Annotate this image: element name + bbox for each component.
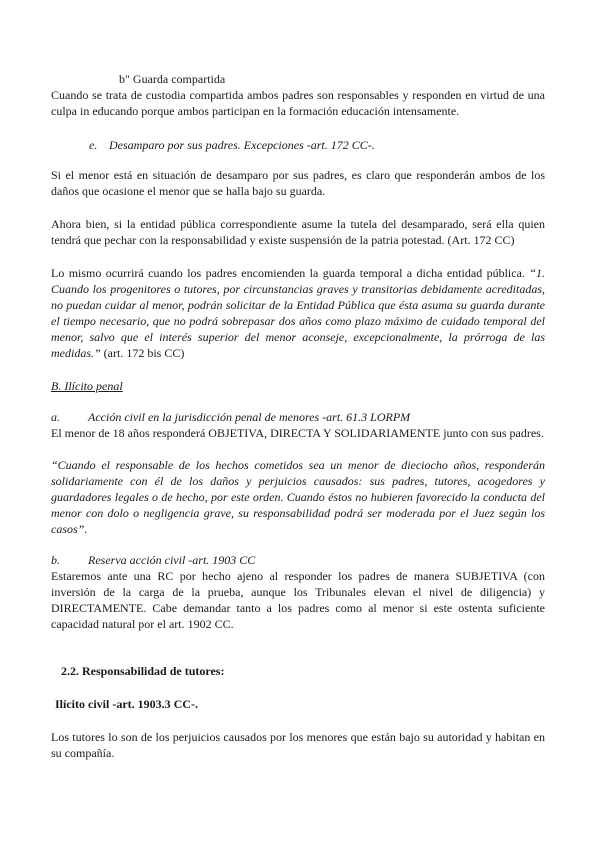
desamparo-marker: e. bbox=[89, 138, 98, 152]
desamparo-paragraph-1: Si el menor está en situación de desamparo por sus padres, es claro que responderán ambos de los daños que ocasione el menor que se halla bajo su guarda. bbox=[51, 168, 545, 198]
desamparo-p3-quote: “1. Cuando los progenitores o tutores, por circunstancias graves y transitorias debidamente acreditadas, no puedan cuidar al menor, podrán solicitar de la Entidad Pública que ésta asuma su guarda durante el tiempo necesario, que no podrá sobrepasar dos años como plazo máximo de cuidado temporal del menor, salvo que el interés superior del menor aconseje, excepcionalmente, la prórroga de las medidas.” bbox=[51, 266, 545, 360]
reserva-accion-text: Estaremos ante una RC por hecho ajeno al responder los padres de manera SUBJETIVA (con inversión de la carga de la prueba, aunque los Tribunales elevan el nivel de diligencia) y DIRECTAMENTE. Cabe demandar tanto a los padres como al menor si este ostenta suficiente capacidad natural por el art. 1902 CC. bbox=[51, 569, 545, 631]
reserva-accion-marker: b. bbox=[51, 553, 60, 567]
reserva-accion-heading: Reserva acción civil -art. 1903 CC bbox=[88, 553, 256, 567]
accion-civil-text: El menor de 18 años responderá OBJETIVA, DIRECTA Y SOLIDARIAMENTE junto con sus padres. bbox=[51, 426, 544, 440]
tutores-heading: 2.2. Responsabilidad de tutores: bbox=[61, 664, 225, 678]
guarda-compartida-heading: b" Guarda compartida bbox=[119, 72, 226, 86]
desamparo-paragraph-3 bbox=[51, 265, 545, 361]
accion-civil-heading-row bbox=[51, 409, 545, 425]
accion-civil-quote: “Cuando el responsable de los hechos cometidos sea un menor de dieciocho años, responderán solidariamente con él de los daños y perjuicios causados: sus padres, tutores, acogedores y guardadores legales o de hecho, por este orden. Cuando éstos no hubieren favorecido la conducta del menor con dolo o negligencia grave, su responsabilidad podrá ser moderada por el Juez según los casos”. bbox=[51, 458, 545, 536]
desamparo-p3-lead: Lo mismo ocurrirá cuando los padres encomienden la guarda temporal a dicha entidad pública. bbox=[51, 266, 530, 280]
desamparo-p3-ref: (art. 172 bis CC) bbox=[100, 346, 185, 360]
desamparo-heading-row bbox=[89, 137, 539, 153]
desamparo-paragraph-2: Ahora bien, si la entidad pública correspondiente asume la tutela del desamparado, será ella quien tendrá que pechar con la responsabilidad y existe suspensión de la patria potestad. (Art. 172 CC) bbox=[51, 217, 545, 247]
ilicito-penal-heading: B. Ilícito penal bbox=[51, 379, 123, 393]
tutores-subheading: Ilícito civil -art. 1903.3 CC-. bbox=[55, 697, 198, 711]
guarda-compartida-text: Cuando se trata de custodia compartida ambos padres son responsables y responden en virtud de una culpa in educando porque ambos participan en la formación educación intensamente. bbox=[51, 88, 545, 118]
accion-civil-marker: a. bbox=[51, 410, 60, 424]
accion-civil-heading: Acción civil en la jurisdicción penal de menores -art. 61.3 LORPM bbox=[88, 410, 411, 424]
desamparo-heading: Desamparo por sus padres. Excepciones -art. 172 CC-. bbox=[109, 138, 375, 152]
tutores-text: Los tutores lo son de los perjuicios causados por los menores que están bajo su autoridad y habitan en su compañía. bbox=[51, 730, 545, 760]
reserva-accion-heading-row bbox=[51, 552, 545, 568]
